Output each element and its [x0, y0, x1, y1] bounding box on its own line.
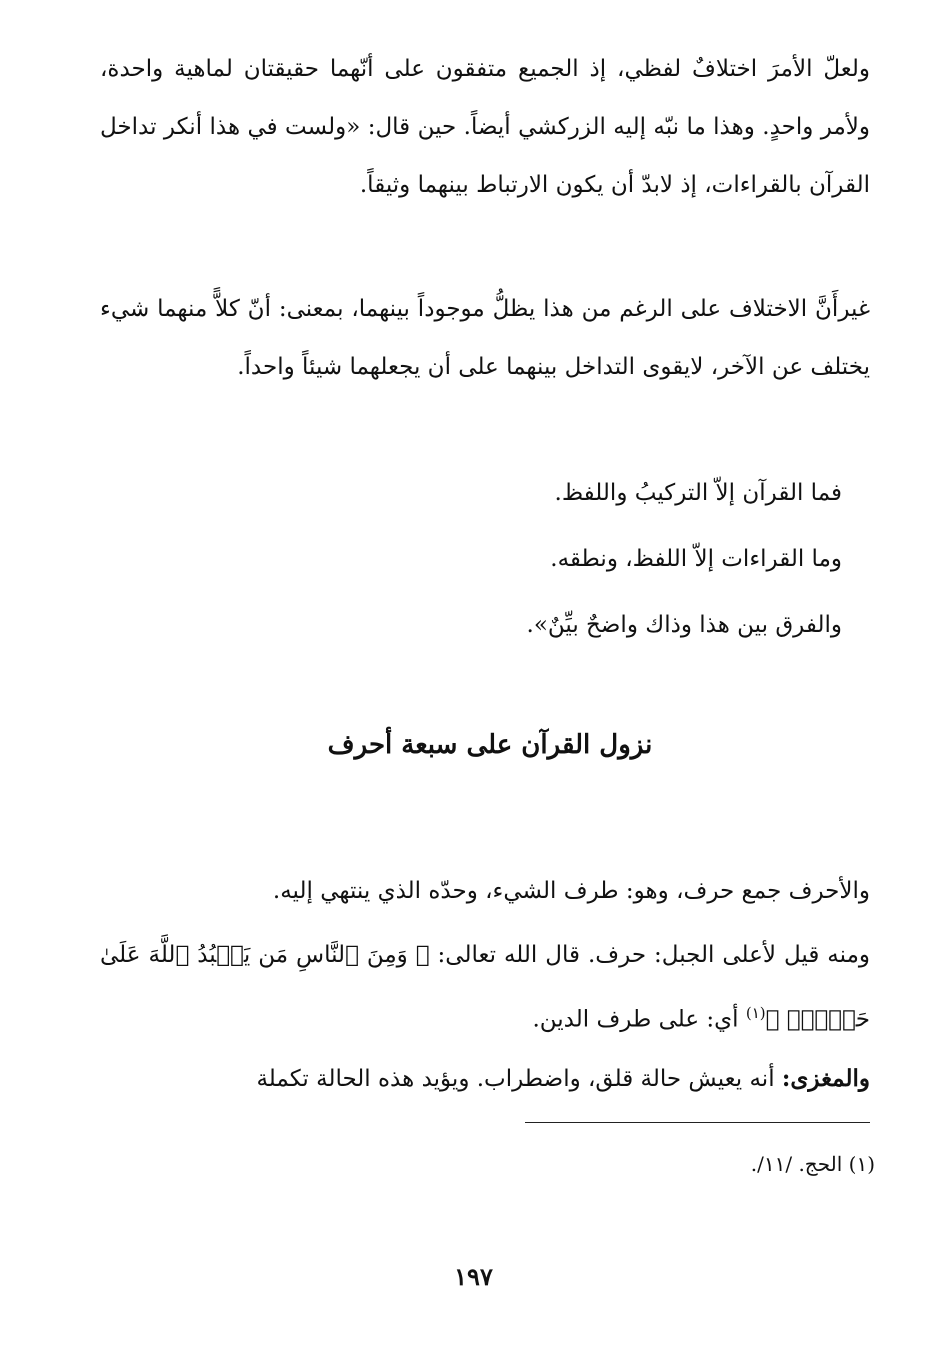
footnote-text: (١) الحج. /١١/.: [750, 1152, 875, 1176]
paragraph-3: فما القرآن إلاّ التركيبُ واللفظ.: [554, 480, 842, 506]
paragraph-5: والفرق بين هذا وذاك واضحٌ بيِّنٌ».: [526, 612, 842, 638]
paragraph-7-tail: أي: على طرف الدين.: [532, 1006, 746, 1033]
paragraph-2: غيرأَنَّ الاختلاف على الرغم من هذا يظلُّ موجوداً بينهما، بمعنى: أنّ كلاًّ منهما شيء يختلف عن الآخر، لايقوى التداخل بينهما على أن يجعلهما شيئاً واحداً.: [100, 296, 870, 380]
paragraph-4: وما القراءات إلاّ اللفظ، ونطقه.: [550, 546, 842, 572]
footnote-reference: (١): [745, 1004, 766, 1022]
page-number: ١٩٧: [454, 1262, 493, 1291]
paragraph-7: [100, 926, 870, 1049]
footnote-divider: [525, 1122, 870, 1123]
paragraph-1: ولعلّ الأمرَ اختلافٌ لفظي، إذ الجميع متفقون على أنّهما حقيقتان لماهية واحدة، ولأمر واحدٍ. وهذا ما نبّه إليه الزركشي أيضاً. حين قال: «ولست في هذا أنكر تداخل القرآن بالقراءات، إذ لابدّ أن يكون الارتباط بينهما وثيقاً.: [100, 56, 870, 198]
paragraph-8: [100, 1050, 870, 1108]
section-heading: نزول القرآن على سبعة أحرف: [327, 730, 653, 760]
paragraph-8-rest: أنه يعيش حالة قلق، واضطراب. ويؤيد هذه الحالة تكملة: [256, 1066, 782, 1092]
paragraph-8-lead: والمغزى:: [781, 1065, 870, 1092]
quran-quote-text: ومنه قيل لأعلى الجبل: حرف. قال الله تعالى: ﴿ وَمِنَ ٱلنَّاسِ مَن يَعۡبُدُ ٱللَّهَ عَلَىٰ حَرۡفٖۖ ﴾: [100, 942, 870, 1033]
paragraph-6: والأحرف جمع حرف، وهو: طرف الشيء، وحدّه الذي ينتهي إليه.: [272, 878, 870, 904]
